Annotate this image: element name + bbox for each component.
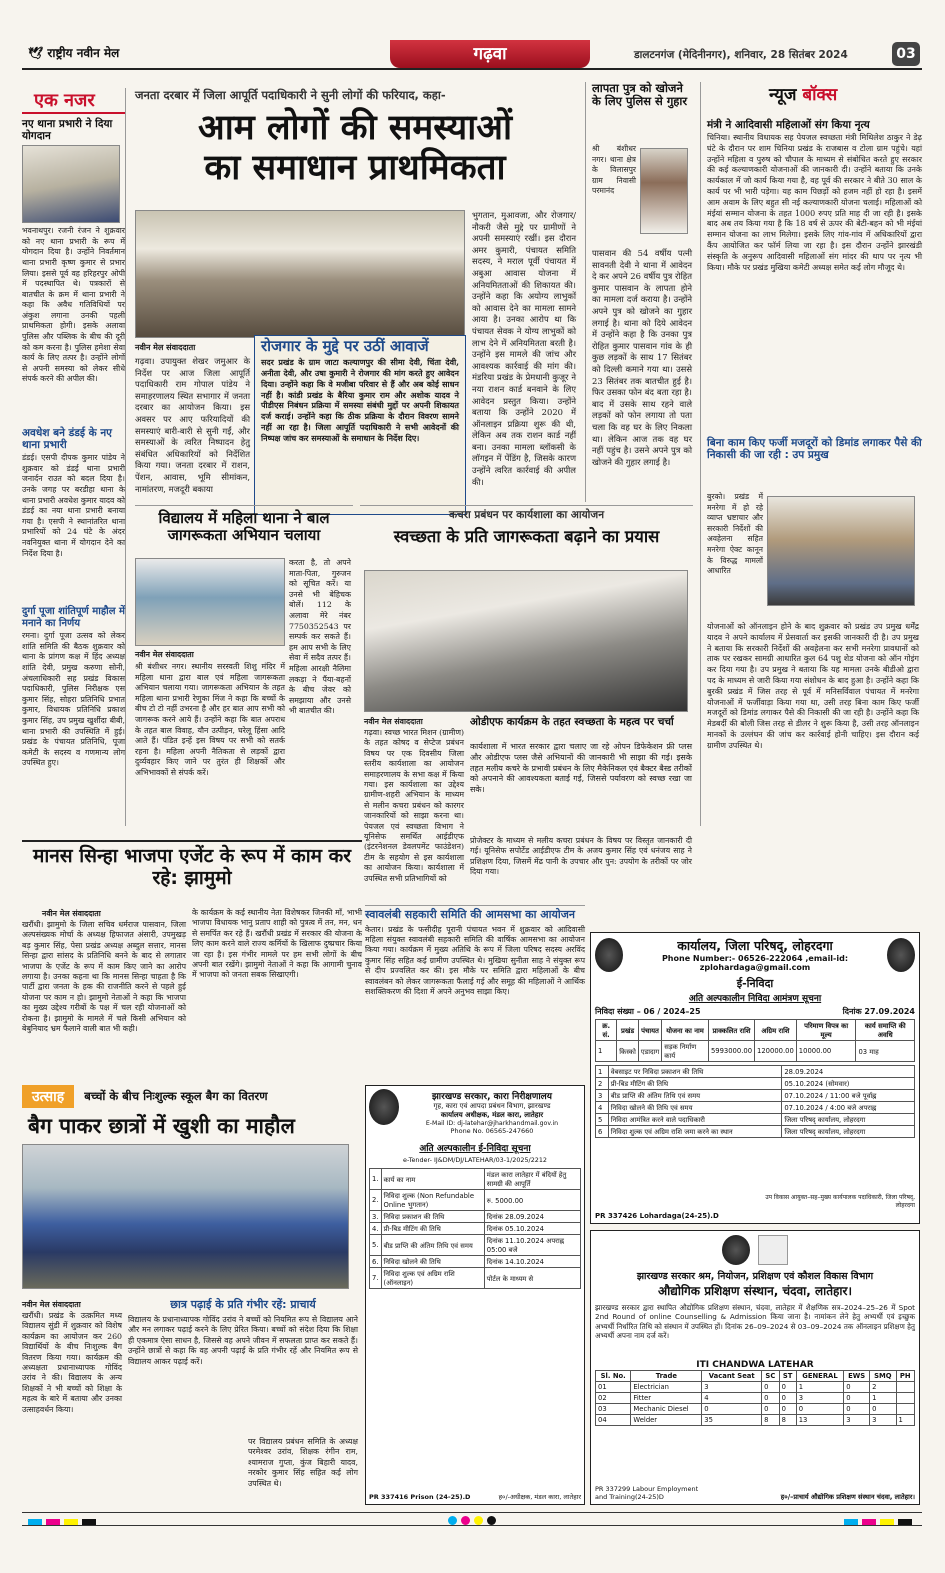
missing-side: श्री बंशीधर नगर। थाना क्षेत्र के विलासपुर ग्राम निवासी परमानंद: [592, 144, 636, 195]
table-cell: 8: [762, 1415, 780, 1426]
table-cell: 0: [762, 1393, 780, 1404]
table-header-cell: योजना का नाम: [662, 1020, 709, 1041]
jhamumo-byline: नवीन मेल संवाददाता: [42, 909, 101, 918]
missing-body: पासवान की 54 वर्षीय पत्नी सावनती देवी ने थाना में आवेदन दे कर अपने 26 वर्षीय पुत्र रोहित कुमार पासवान के लापता होने का मामला दर्ज कराया है। उन्होंने अपने पुत्र को खोजने का गुहार लगाई है। थाना को दिये आवेदन में उन्होंने कहा है कि उनका पुत्र रोहित कुमार पासवान गांव के ही कुछ लड़कों के साथ 17 सितंबर को दिल्ली कमाने गया था। उससे 23 सितंबर तक बातचीत हुई है। फिर उसका फोन बंद बता रहा है। बाद में उसके साथ रहने वाले लड़कों को फोन लगाया तो पता चला कि वह घर के लिए निकला था। लेकिन आज तक वह घर नहीं पहुंच है। उसने अपने पुत्र को खोजने की गुहार लगाई है।: [592, 248, 692, 467]
jhamumo-body: खरौंधी। झामुमो के जिला सचिव धर्मराज पासवान, जिला अल्पसंख्यक मोर्चा के अध्यक्ष हिफाजत अंसारी, उपमुखड़ बड़ कुमार सिंह, पेसा प्रखंड अध्यक्ष अब्दुल सत्तार, मानस सिन्हा द्वारा सांसद के प्रतिनिधि बनने के बाद से लगातार भाजपा के एजेंट के रूप में काम किए जाने का आरोप लगाया है। उनका कहना था कि मानस सिन्हा चाहता है कि पार्टी द्वारा जनता के हक की राजनीति करने से पहले हुई योजना पर काम न हो। झामुमो नेताओं ने कहा कि भाजपा का मुख्य उद्देश्य गरीबों के पक्ष में चल रही योजनाओं को रोकना है। झामुमो के मामले में चले किसी अभियान को बेबुनियाद भ्रम फैलाने वाली बात भी कही।: [22, 920, 186, 1034]
zp-footer: PR 337426 Lohardaga(24-25).D: [595, 1212, 719, 1220]
table-header-cell: पंचायत: [638, 1020, 661, 1041]
table-cell: 35: [702, 1415, 762, 1426]
table-row: [370, 1256, 581, 1268]
table-cell: 3: [844, 1415, 870, 1426]
table-cell: निविदा खोलने की तिथि एवं समय: [608, 1102, 782, 1114]
iti-sign: ह०/–प्राचार्य औद्योगिक प्रशिक्षण संस्थान चंदवा, लातेहार।: [780, 1493, 915, 1501]
table-cell: 4.: [370, 1223, 382, 1235]
jail-email: E-Mail ID: dj-latehar@jharkhandmail.gov.in: [425, 1120, 559, 1127]
table-cell: [896, 1404, 915, 1415]
table-header-cell: प्राक्कलित राशि: [708, 1020, 754, 1041]
table-row: [596, 1415, 915, 1426]
table-cell: दिनांक 11.10.2024 अपराह्न 05:00 बजे: [484, 1235, 580, 1256]
lead-kicker: जनता दरबार में जिला आपूर्ति पदाधिकारी ने सुनी लोगों की फरियाद, कहा-: [135, 88, 446, 102]
swachh-kicker: कचरा प्रबंधन पर कार्यशाला का आयोजन: [448, 509, 605, 521]
cmyk-strip-right: [844, 1510, 916, 1529]
table-cell: 01: [596, 1382, 631, 1393]
ek-nazar-label: एक नजर: [22, 88, 125, 114]
table-header-cell: अग्रिम राशि: [755, 1020, 797, 1041]
table-cell: निविदा शुल्क एवं अग्रिम राशि जमा करने का स्थान: [608, 1126, 782, 1138]
table-cell: जिला परिषद् कार्यालय, लोहरदगा: [782, 1126, 915, 1138]
jail-tender-ad: [365, 1085, 585, 1505]
table-cell: 0: [844, 1393, 870, 1404]
jail-title: अति अल्पकालीन ई-निविदा सूचना: [419, 1144, 531, 1154]
table-header-cell: PH: [896, 1371, 915, 1382]
table-row: [596, 1090, 915, 1102]
table-cell: 0: [844, 1382, 870, 1393]
table-cell: 6: [596, 1126, 609, 1138]
officer-photo: [22, 145, 120, 223]
table-cell: 0: [779, 1404, 796, 1415]
swachh-sub-body: कार्यशाला में भारत सरकार द्वारा चलाए जा रहे ओपन डिफेकेशन फ्री प्लस और ओडीएफ प्लस जैसे अभियानों की जानकारी भी साझा की गई। इसके तहत मलीय कचरे के प्रभावी प्रबंधन के लिए मैकेनिकल एवं बैक्टर बैस्ड तरीकों को अपनाने की आवश्यकता बताई गई, जिससे पर्यावरण को स्वच्छ रखा जा सके।: [470, 742, 692, 795]
table-header-cell: SC: [762, 1371, 780, 1382]
jail-ref: e-Tender- IJ&DM/DJ/LATEHAR/03-1/2025/2212: [403, 1156, 547, 1164]
iti-vacancy-table: [595, 1370, 915, 1426]
table-cell: Fitter: [631, 1393, 702, 1404]
sahkari-headline: स्वावलंबी सहकारी समिति की आमसभा का आयोजन: [365, 908, 575, 921]
table-cell: 8: [779, 1415, 796, 1426]
zp-subtitle: अति अल्पकालीन निविदा आमंत्रण सूचना: [688, 994, 822, 1004]
zp-schedule-table: [595, 1065, 915, 1138]
table-cell: प्री-बिड मीटिंग की तिथि: [608, 1078, 782, 1090]
table-cell: एडादाग: [638, 1041, 661, 1062]
missing-person-photo: [640, 148, 688, 234]
table-header-cell: Sl. No.: [596, 1371, 631, 1382]
section-tab: [390, 40, 590, 68]
women-photo: [135, 558, 285, 646]
table-cell: 07.10.2024 / 11:00 बजे पूर्वाह्न: [782, 1090, 915, 1102]
table-cell: Electrician: [631, 1382, 702, 1393]
news-box-body-2b: योजनाओं को ऑनलाइन होने के बाद शुक्रवार को प्रखंड उप प्रमुख धर्मेंद्र यादव ने अपने कार्यालय में प्रेसवार्ता कर इसकी जानकारी दी है। उप प्रमुख ने बताया कि सरकारी निर्देशों की अवहेलना कर सभी मनरेगा प्रावधानों को ताक पर रखकर सामग्री आधारित कुल 64 पशु शेड योजना को ऑन गोइंग कर दिया गया है। उप प्रमुख ने बताया कि यह मामला उनके बीडीओ द्वारा पद के माध्यम से जारी किया गया संशोधन के बाद हुआ है। उन्होंने कहा कि बुरकी प्रखंड में जिस तरह से पूर्व में मनिसर्विवाल पंचायत में मनरेगा योजनाओं में फर्जीवाड़ा किया गया था, उसी तरह बिना काम किए फर्जी मजदूरों को डिमांड लगाकर पैसे की निकासी की जा रही है। उन्होंने कहा कि मेडबर्दी की बोली जिस तरह से डीलर ने शुरू किया है, उसी तरह ऑनलाइन मानकों के उल्लंघन की जांच कर कार्रवाई होनी चाहिए। इस दौरान कई ग्रामीण उपस्थित थे।: [707, 622, 919, 750]
table-cell: [896, 1382, 915, 1393]
table-cell: कार्य का नाम: [381, 1169, 484, 1190]
swachh-photo: [364, 570, 688, 712]
sahkari-body: केतार। प्रखंड के फसीदीह पूरानी पंचायत भवन में शुक्रवार को आदिवासी महिला संयुक्त स्वावलंबी सहकारी समिति की वार्षिक आमसभा का आयोजन किया गया। कार्यक्रम में मुख्य अतिथि के रूप में जिला परिषद सदस्य अरविंद कुमार सिंह सहित कई ग्रामीण उपस्थित थे। मुखिया सुनीता साह ने संयुक्त रूप से दीप प्रज्वलित कर की। इस मौके पर समिति द्वारा महिलाओं के बीच स्वावलंबन को लेकर जागरूकता फैलाई गई और समूह की महिलाओं ने आर्थिक सशक्तिकरण की दिशा में अपने अनुभव साझा किए।: [365, 924, 585, 997]
table-row: [370, 1223, 581, 1235]
table-cell: प्री-बिड मीटिंग की तिथि: [381, 1223, 484, 1235]
news-box-label-b: बॉक्स: [802, 85, 838, 105]
table-cell: बीड प्राप्ति की अंतिम तिथि एवं समय: [608, 1090, 782, 1102]
lead-headline-line-1: आम लोगों की समस्याओं: [197, 108, 513, 148]
table-cell: 4: [596, 1102, 609, 1114]
table-cell: 07.10.2024 / 4:00 बजे अपराह्न: [782, 1102, 915, 1114]
zp-signature: उप विकास आयुक्त–सह–मुख्य कार्यपालक पदाधिकारी, जिला परिषद्, लोहरदगा: [765, 1194, 915, 1209]
news-box-label: [707, 82, 922, 105]
iti-logo-icon: [758, 1235, 788, 1265]
table-header-cell: ST: [779, 1371, 796, 1382]
iti-table-title: ITI CHANDWA LATEHAR: [696, 1360, 814, 1370]
missing-headline: लापता पुत्र को खोजने के लिए पुलिस से गुहार: [592, 81, 688, 109]
news-box: [700, 82, 922, 826]
table-row: [596, 1078, 915, 1090]
swachh-byline: नवीन मेल संवाददाता: [364, 717, 423, 726]
table-header-cell: कार्य समाप्ति की अवधि: [856, 1020, 915, 1041]
jhamumo-body-2: के कार्यक्रम के कई स्थानीय नेता विशेषकर जिनकी माँ, भाभी भाजपा विधायक भानु प्रताप शाही को पुत्रत्व में तन, मन, धन से समर्पित कर रहे हैं। खरौंधी प्रखंड में सरकार की योजना के लिए काम करने वाले राज्य कर्मियों के खिलाफ दुष्प्रचार किया जा रहा है। इस गंभीर मामले पर हम सभी लोगों के बीच अपनी बात रखेंगे। झामुमो नेताओं ने कहा कि आगामी चुनाव में भाजपा को जनता सबक सिखाएगी।: [192, 908, 362, 980]
table-cell: 5993000.00: [708, 1041, 754, 1062]
cmyk-strip-left: [28, 1510, 100, 1529]
jail-footer: PR 337416 Prison (24-25).D: [369, 1493, 471, 1501]
table-cell: Welder: [631, 1415, 702, 1426]
swachh-subhead: ओडीएफ कार्यक्रम के तहत स्वच्छता के महत्व पर चर्चा: [470, 716, 674, 728]
zp-notice-no: निविदा संख्या – 06 / 2024–25: [595, 1007, 701, 1016]
table-cell: 03: [596, 1404, 631, 1415]
lead-box-text: सदर प्रखंड के ग्राम जाटा कल्याणपुर की सीमा देवी, चिंता देवी, अनीता देवी, और उषा कुमारी ने रोजगार की मांग करते हुए आवेदन दिया। उन्होंने कहा कि वे मजीबा परिवार से हैं और अब कोई साधन नहीं है। कांडी प्रखंड के बैरिया कुमार राम और अशोक यादव ने पीडीएस निबंधन प्रक्रिया में समस्या संबंधी मुद्दों पर अपनी शिकायत दर्ज कराई। उन्होंने कहा कि ठीक प्रक्रिया के दौरान विवरण सामने नहीं आ रहा है। जिला आपूर्ति पदाधिकारी ने सभी आवेदनों की निष्पक्ष जांच कर समस्याओं के समाधान के निर्देश दिए।: [261, 357, 459, 443]
utsah-sub-body: विद्यालय के प्रधानाध्यापक गोविंद उरांव ने बच्चों को नियमित रूप से विद्यालय आने और मन लगाकर पढ़ाई करने के लिए प्रेरित किया। बच्चों को संदेश दिया कि शिक्षा ही एकमात्र ऐसा साधन है, जिससे वह अपने जीवन में सफलता प्राप्त कर सकते हैं। उन्होंने छात्रों से कहा कि वह अपनी पढ़ाई के प्रति गंभीर रहें और नियमित रूप से विद्यालय आकर पढ़ाई करें।: [128, 1315, 358, 1366]
table-cell: 4: [702, 1393, 762, 1404]
table-cell: बीड प्राप्ति की अंतिम तिथि एवं समय: [381, 1235, 484, 1256]
table-cell: 0: [702, 1404, 762, 1415]
iti-ad: [590, 1230, 920, 1505]
jhamumo-story: [22, 840, 362, 1082]
table-cell: 2.: [370, 1190, 382, 1211]
table-cell: 1: [596, 1041, 617, 1062]
table-row: [596, 1102, 915, 1114]
iti-emblem-icon: [722, 1235, 750, 1265]
lead-body-right: भुगतान, मुआवजा, और रोजगार/नौकरी जैसे मुद्दे पर ग्रामीणों ने अपनी समस्याएं रखीं। इस दौरान अमर कुमारी, पंचायत समिति सदस्य, ने मराल पूर्वी पंचायत में अबुआ आवास योजना में अनियमितताओं की शिकायत की। उन्होंने कहा कि अयोग्य लाभुकों को आवास देने का मामला सामने आया है। उनका आरोप था कि पंचायत सेवक ने योग्य लाभुकों को लाभ देने में अनियमितता बरती है। उन्होंने इस मामले की जांच और आवश्यक कार्रवाई की मांग की। मंडरिया प्रखंड के प्रेमधानी कुजूर ने नया राशन कार्ड बनवाने के लिए आवेदन प्रस्तुत किया। उन्होंने बताया कि उन्होंने 2020 में ऑनलाइन प्रक्रिया शुरू की थी, लेकिन अब तक राशन कार्ड नहीं बना। उनका मामला ब्लॉकसी के लॉगइन में पेंडिंग है, जिसके कारण उन्होंने त्वरित कार्रवाई की अपील की।: [472, 210, 576, 487]
ek-nazar-headline-2: अवधेश बने डंडई के नए थाना प्रभारी: [22, 427, 112, 452]
lead-photo: [135, 210, 465, 338]
table-row: [370, 1190, 581, 1211]
table-cell: दिनांक 28.09.2024: [484, 1211, 580, 1223]
table-cell: 1: [870, 1393, 896, 1404]
table-cell: 3: [796, 1393, 843, 1404]
table-cell: 3: [870, 1415, 896, 1426]
table-row: [596, 1114, 915, 1126]
iti-inst: औद्योगिक प्रशिक्षण संस्थान, चंदवा, लातेहार।: [658, 1284, 852, 1298]
table-cell: रु. 5000.00: [484, 1190, 580, 1211]
lead-headline-line-2: का समाधान प्राथमिकता: [204, 148, 506, 189]
table-cell: 1: [596, 1066, 609, 1078]
lead-box-title: रोजगार के मुद्दे पर उठीं आवाजें: [261, 337, 429, 355]
iti-footer: PR 337299 Labour Employment and Training(24-25)D: [595, 1485, 699, 1501]
news-box-photo: [767, 496, 915, 606]
table-cell: 2: [596, 1078, 609, 1090]
women-body: श्री बंशीधर नगर। स्थानीय सरस्वती शिशु मंदिर में महिला थाना द्वारा बाल एवं महिला जागरूकता अभियान चलाया गया। जागरूकता अभियान के तहत महिला थाना प्रभारी रेणुका मिंज ने कहा कि बच्चों के बीच टो टो नहीं उभरना है और हर बात आप सभी को जागरूक करने आये हैं। उन्होंने कहा कि बात अपराध के तहत बाल विवाह, यौन उत्पीड़न, घरेलू हिंसा आदि आते हैं। पंडित इन्हें इस विषय पर सभी को सतर्क रहना है। महिला अपनी नैतिकता से लड़कों द्वारा दुर्व्यवहार किए जाने पर तुरंत ही शिक्षकों और अभिभावकों से संपर्क करें।: [135, 662, 285, 777]
zp-phone: Phone Number:- 06526-222064 ,email-id: zplohardaga@gmail.com: [661, 954, 849, 972]
table-cell: 1: [896, 1415, 915, 1426]
table-cell: 0: [762, 1382, 780, 1393]
women-byline: नवीन मेल संवाददाता: [135, 650, 194, 659]
table-cell: मंडल कारा लातेहार में बंदियों हेतु सामग्री की आपूर्ति: [484, 1169, 580, 1190]
news-box-headline-1: मंत्री ने आदिवासी महिलाओं संग किया नृत्य: [707, 119, 870, 131]
masthead: [22, 40, 922, 70]
table-cell: 3.: [370, 1211, 382, 1223]
utsah-sub-body-2: पर विद्यालय प्रबंधन समिति के अध्यक्ष परमेश्वर उरांव, शिक्षक रंगीन राम, श्यामराज गुप्ता, कुंज बिहारी यादव, नरकोर कुमार सिंह सहित कई लोग उपस्थित थे।: [248, 1437, 358, 1488]
table-cell: 7.: [370, 1268, 382, 1289]
table-cell: 5: [596, 1114, 609, 1126]
zp-scheme-table: [595, 1019, 915, 1062]
table-row: [370, 1169, 581, 1190]
jail-gov: झारखण्ड सरकार, कारा निरीक्षणालय: [432, 1092, 552, 1102]
table-cell: 1.: [370, 1169, 382, 1190]
table-cell: 0: [870, 1404, 896, 1415]
table-cell: [896, 1393, 915, 1404]
sahkari-story: [365, 905, 585, 1080]
zp-logo-icon: [887, 938, 915, 972]
jhamumo-headline: मानस सिन्हा भाजपा एजेंट के रूप में काम कर रहे: झामुमो: [32, 845, 352, 889]
news-box-body-1: चिनिया। स्थानीय विधायक सह पेयजल स्वच्छता मंत्री मिथिलेश ठाकुर ने डेढ़ घंटे के दौरान पर शाम चिनिया प्रखंड के राजबास व टोला ग्राम पहुंचे। यहां उन्होंने महिला व पुरुष को चौपाल के माध्यम से संबोधित करते हुए सरकार की कई कल्याणकारी योजनाओं की जानकारी दी। उन्होंने बताया कि उनके कार्यकाल में जो कार्य किया गया है, वह पूर्व की सरकार ने बीते 30 साल के कार्य पर भी भारी पड़ेगा। यह काम पिछड़ों को हजम नहीं हो रहा है। इसमें आम अवाम के लिए बहुत सी नई कल्याणकारी योजना चलाई। महिलाओं को मंईयां सम्मान योजना के तहत 1000 रुपए प्रति माह दी जा रही है। इसके बाद अब तय किया गया है कि 18 वर्ष से ऊपर की बेटी-बहन को भी मंईयां सम्मान योजना का लाभ मिलेगा। इसके लिए गांव-गांव में अधिकारियों द्वारा कैंप आयोजित कर फॉर्म लिया जा रहा है। इस दौरान उन्होंने झारखंडी संस्कृति के अनुरूप आदिवासी महिलाओं संग मांदर की थाप पर नृत्य भी किया। मौके पर प्रखंड मुखिया कमेटी अध्यक्ष समेत कई लोग मौजूद थे।: [707, 133, 922, 272]
table-header-cell: Trade: [631, 1371, 702, 1382]
table-row: [370, 1235, 581, 1256]
utsah-body: खरौंधी। प्रखंड के उत्क्रमित मध्य विद्यालय सुंडी में शुक्रवार को विशेष कार्यक्रम का आयोजन कर 260 विद्यार्थियों के बीच निःशुल्क बैग वितरण किया गया। कार्यक्रम की अध्यक्षता प्रधानाध्यापक गोविंद उरांव ने की। विद्यालय के अन्य शिक्षकों ने भी बच्चों को शिक्षा के महत्व के बारे में बताया और उनका उत्साहवर्धन किया।: [22, 1311, 122, 1414]
jail-schedule-table: [369, 1168, 581, 1289]
table-header-cell: Vacant Seat: [702, 1371, 762, 1382]
jail-sign: ह०/-अधीक्षक, मंडल कारा, लातेहार: [498, 1493, 581, 1501]
swachh-headline: स्वच्छता के प्रति जागरूकता बढ़ाने का प्रयास: [393, 527, 660, 546]
table-header-cell: परिमाण विपत्र का मूल्य: [796, 1020, 856, 1041]
utsah-headline: बैग पाकर छात्रों में खुशी का माहौल: [28, 1114, 295, 1138]
table-cell: 02: [596, 1393, 631, 1404]
missing-story: [585, 82, 692, 502]
table-cell: किस्को: [617, 1041, 639, 1062]
paper-logo: [28, 44, 119, 61]
women-story: [135, 505, 353, 823]
utsah-byline: नवीन मेल संवाददाता: [22, 1300, 81, 1309]
zp-tender-ad: [590, 932, 920, 1224]
lead-byline: नवीन मेल संवाददाता: [135, 342, 196, 352]
table-cell: वेबसाइट पर निविदा प्रकाशन की तिथि: [608, 1066, 782, 1078]
table-cell: निविदा शुल्क एवं अग्रिम राशि (ऑनलाइन): [381, 1268, 484, 1289]
table-cell: पोर्टल के माध्यम से: [484, 1268, 580, 1289]
iti-body: झारखण्ड सरकार द्वारा स्थापित औद्योगिक प्रशिक्षण संस्थान, चंदवा, लातेहार में शैक्षणिक सत्र–2024–25–26 में Spot 2nd Round of online Counselling & Admission किया जाना है। नामांकन लेने हेतु अभ्यर्थी एवं इच्छुक अभ्यर्थी निर्धारित तिथि को संस्थान में उपस्थित हों। दिनांक 26–09–2024 से 03–09–2024 तक ऑनलाइन प्रशिक्षण हेतु अभ्यर्थी अपना नाम दर्ज करें।: [595, 1303, 915, 1341]
ek-nazar-headline-1: नए थाना प्रभारी ने दिया योगदान: [22, 118, 113, 143]
table-header-cell: GENERAL: [796, 1371, 843, 1382]
table-cell: 0: [779, 1393, 796, 1404]
swachh-tail: प्रोजेक्टर के माध्यम से मलीय कचरा प्रबंधन के विषय पर विस्तृत जानकारी दी गई। यूनिसेफ सपोर्टेड आईडीएफ टीम के अजय कुमार सिंह एवं धनंजय साह ने प्रशिक्षण दिया, जिसमें मेंढ पानी के उपचार और पुन: उपयोग के तरीकों पर जोर दिया गया।: [470, 836, 692, 877]
jail-dept: गृह, कारा एवं आपदा प्रबंधन विभाग, झारखण्ड: [433, 1102, 551, 1110]
table-cell: 3: [702, 1382, 762, 1393]
women-body-2: करता है, तो अपने माता-पिता, गुरुजन को सूचित करें। या उनसे भी बेहिचक बोलें। 112 के अलावा मेरे नंबर 7750352543 पर सम्पर्क कर सकते हैं। हम आप सभी के लिए सेवा में सदैव तत्पर हैं। महिला आरक्षी नैलिमा लकड़ा ने पैंया-बहनों के बीच जेवर को समझाया और उनसे भी बातचीत की।: [289, 558, 351, 716]
table-cell: निविदा प्रकाशन की तिथि: [381, 1211, 484, 1223]
ek-nazar-headline-3: दुर्गा पूजा शांतिपूर्ण माहौल में मनाने का निर्णय: [22, 606, 125, 629]
table-cell: 13: [796, 1415, 843, 1426]
table-cell: 0: [796, 1404, 843, 1415]
table-cell: 0: [844, 1404, 870, 1415]
table-cell: 04: [596, 1415, 631, 1426]
utsah-tag: उत्साह: [22, 1085, 74, 1108]
table-cell: निविदा खोलने की तिथि: [381, 1256, 484, 1268]
registration-dots: [446, 1510, 498, 1529]
table-cell: दिनांक 14.10.2024: [484, 1256, 580, 1268]
lead-headline: [135, 108, 575, 189]
women-headline: विद्यालय में महिला थाना ने बाल जागरूकता अभियान चलाया: [158, 509, 330, 545]
bird-icon: 🕊: [28, 46, 44, 60]
table-cell: निविदा शुल्क (Non Refundable Online भुगतान): [381, 1190, 484, 1211]
utsah-story: [22, 1085, 360, 1503]
utsah-kicker: बच्चों के बीच निःशुल्क स्कूल बैग का वितरण: [84, 1089, 268, 1103]
ek-nazar-column: [22, 88, 126, 826]
table-cell: 3: [596, 1090, 609, 1102]
table-cell: जिला परिषद् कार्यालय, लोहरदगा: [782, 1114, 915, 1126]
table-cell: 120000.00: [755, 1041, 797, 1062]
news-box-label-a: न्यूज: [769, 85, 797, 105]
utsah-photo: [22, 1144, 349, 1289]
dateline: डालटनगंज (मेदिनीनगर), शनिवार, 28 सितंबर 2024: [634, 49, 848, 61]
lead-body-left: गढ़वा। उपायुक्त शेखर जमुआर के निर्देश पर आज जिला आपूर्ति पदाधिकारी राम गोपाल पांडेय ने समाहरणालय स्थित सभागार में जनता दरबार का आयोजन किया। इस अवसर पर आए फरियादियों की समस्याएं बारी-बारी से सुनी गईं, और समस्याओं के त्वरित निष्पादन हेतु संबंधित अधिकारियों को निर्देशित किया गया। जनता दरबार में राशन, पेंशन, आवास, भूमि सीमांकन, नामांतरण, मजदूरी बकाया: [135, 356, 250, 494]
zp-office: कार्यालय, जिला परिषद्, लोहरदगा: [677, 938, 833, 953]
table-cell: 28.09.2024: [782, 1066, 915, 1078]
table-cell: Mechanic Diesel: [631, 1404, 702, 1415]
table-header-cell: प्रखंड: [617, 1020, 639, 1041]
jail-phone: Phone No. 06565-247660: [450, 1127, 534, 1135]
table-cell: दिनांक 05.10.2024: [484, 1223, 580, 1235]
table-cell: 1: [796, 1382, 843, 1393]
table-row: [370, 1211, 581, 1223]
news-box-body-2a: बुरको। प्रखंड में मनरेगा में हो रहे व्याप्त भ्रष्टाचार और सरकारी निर्देशों की अवहेलना सहित मनरेगा ऐक्ट कानून के विरुद्ध मामलों आधारित: [707, 492, 763, 576]
table-row: [596, 1066, 915, 1078]
lead-box: [254, 335, 466, 515]
table-cell: 10000.00: [796, 1041, 856, 1062]
page-number: 03: [892, 42, 920, 66]
iti-gov: झारखण्ड सरकार श्रम, नियोजन, प्रशिक्षण एवं कौशल विकास विभाग: [636, 1271, 874, 1282]
table-header-cell: EWS: [844, 1371, 870, 1382]
section-name: गढ़वा: [473, 44, 507, 64]
table-cell: 0: [779, 1382, 796, 1393]
jharkhand-emblem-icon: [369, 1089, 399, 1125]
zp-emblem-icon: [595, 938, 623, 972]
utsah-header: [22, 1085, 360, 1108]
table-cell: 03 माह: [856, 1041, 915, 1062]
print-register-bar: [22, 1512, 922, 1526]
zp-date: दिनांक 27.09.2024: [842, 1007, 915, 1016]
table-cell: 05.10.2024 (सोमवार): [782, 1078, 915, 1090]
table-row: [596, 1382, 915, 1393]
table-cell: 2: [870, 1382, 896, 1393]
swachh-body: गढ़वा। स्वच्छ भारत मिशन (ग्रामीण) के तहत कोषद व सेप्टेज प्रबंधन विषय पर एक दिवसीय जिला स्तरीय कार्यशाला का आयोजन समाहरणालय के सभा कक्ष में किया गया। इस कार्यशाला का उद्देश्य ग्रामीण-शहरी अभियान के माध्यम से मलीन कचरा प्रबंधन को कारगर जानकारियों को साझा करना था। पेयजल एवं स्वच्छता विभाग ने यूनिसेफ समर्थित आईडीएफ (इंटरनेशनल डेवलपमेंट फाउंडेशन) टीम के सहयोग से इस कार्यशाला का आयोजन किया। कार्यशाला में उपस्थित सभी प्रतिभागियों को: [364, 728, 464, 883]
ek-nazar-body-1: भवनाथपुर। रजनी रंजन ने शुक्रवार को नए थाना प्रभारी के रूप में योगदान दिया है। उन्होंने निवर्तमान थाना प्रभारी कृष्ण कुमार से प्रभार लिया। इससे पूर्व वह हरिहरपुर ओपी में पदस्थापित थे। पत्रकारों से बातचीत के क्रम में थाना प्रभारी ने कहा कि अवैध गतिविधियों पर अंकुश लगाना उनकी पहली प्राथमिकता होगी। इसके अलावा पुलिस और पब्लिक के बीच की दूरी को कम करना है। पुलिस हमेशा सेवा कार्य के लिए तत्पर है। उन्होंने लोगों से अपनी समस्या को लेकर सीधे संपर्क करने की अपील की।: [22, 226, 125, 384]
table-row: [596, 1393, 915, 1404]
jail-office: कार्यालय अधीक्षक, मंडल कारा, लातेहार: [440, 1111, 544, 1119]
utsah-subhead: छात्र पढ़ाई के प्रति गंभीर रहें: प्राचार्य: [170, 1298, 316, 1311]
table-cell: निविदा आमंत्रित करने वाले पदाधिकारी: [608, 1114, 782, 1126]
table-header-cell: SMQ: [870, 1371, 896, 1382]
table-cell: 0: [762, 1404, 780, 1415]
ek-nazar-body-3: रमना। दुर्गा पूजा उत्सव को लेकर शांति समिति की बैठक शुक्रवार को थाना के प्रांगण कक्ष में हिंद अध्यक्ष शांति देवी, प्रमुख करुणा सोनी, अंचलाधिकारी सह प्रखंड विकास पदाधिकारी, पुलिस निरीक्षक एस कुमार सिंह, सोहरा प्रतिनिधि प्रभात कुमार, विधायक प्रतिनिधि प्रकाश कुमार सिंह, उप प्रमुख खुर्शीदा बीबी, थाना प्रभारी की उपस्थिति में हुई। प्रखंड के पंचायत प्रतिनिधि, पूजा कमेटी के सदस्य व गणमान्य लोग उपस्थित हुए।: [22, 631, 125, 768]
table-cell: 6.: [370, 1256, 382, 1268]
table-cell: 5.: [370, 1235, 382, 1256]
zp-title: ई-निविदा: [736, 977, 774, 990]
table-cell: सड़क निर्माण कार्य: [662, 1041, 709, 1062]
table-row: [370, 1268, 581, 1289]
ek-nazar-body-2: डंडई। एसपी दीपक कुमार पांडेय ने शुक्रवार को डंडई थाना प्रभारी जनार्दन राउत को बदल दिया है। उनके जगह पर बरडीहा थाना के थाना प्रभारी अवधेश कुमार यादव को डंडई का नया थाना प्रभारी बनाया गया है। एसपी ने स्थानांतरित थाना प्रभारियों को 24 घंटे के अंदर नवनियुक्त थाना में योगदान देने का निर्देश दिया है।: [22, 453, 125, 558]
paper-name: राष्ट्रीय नवीन मेल: [47, 46, 120, 60]
table-row: [596, 1126, 915, 1138]
table-row: [596, 1404, 915, 1415]
news-box-headline-2: बिना काम किए फर्जी मजदूरों को डिमांड लगाकर पैसे की निकासी की जा रही : उप प्रमुख: [707, 437, 922, 462]
table-header-cell: क्र. सं.: [596, 1020, 617, 1041]
